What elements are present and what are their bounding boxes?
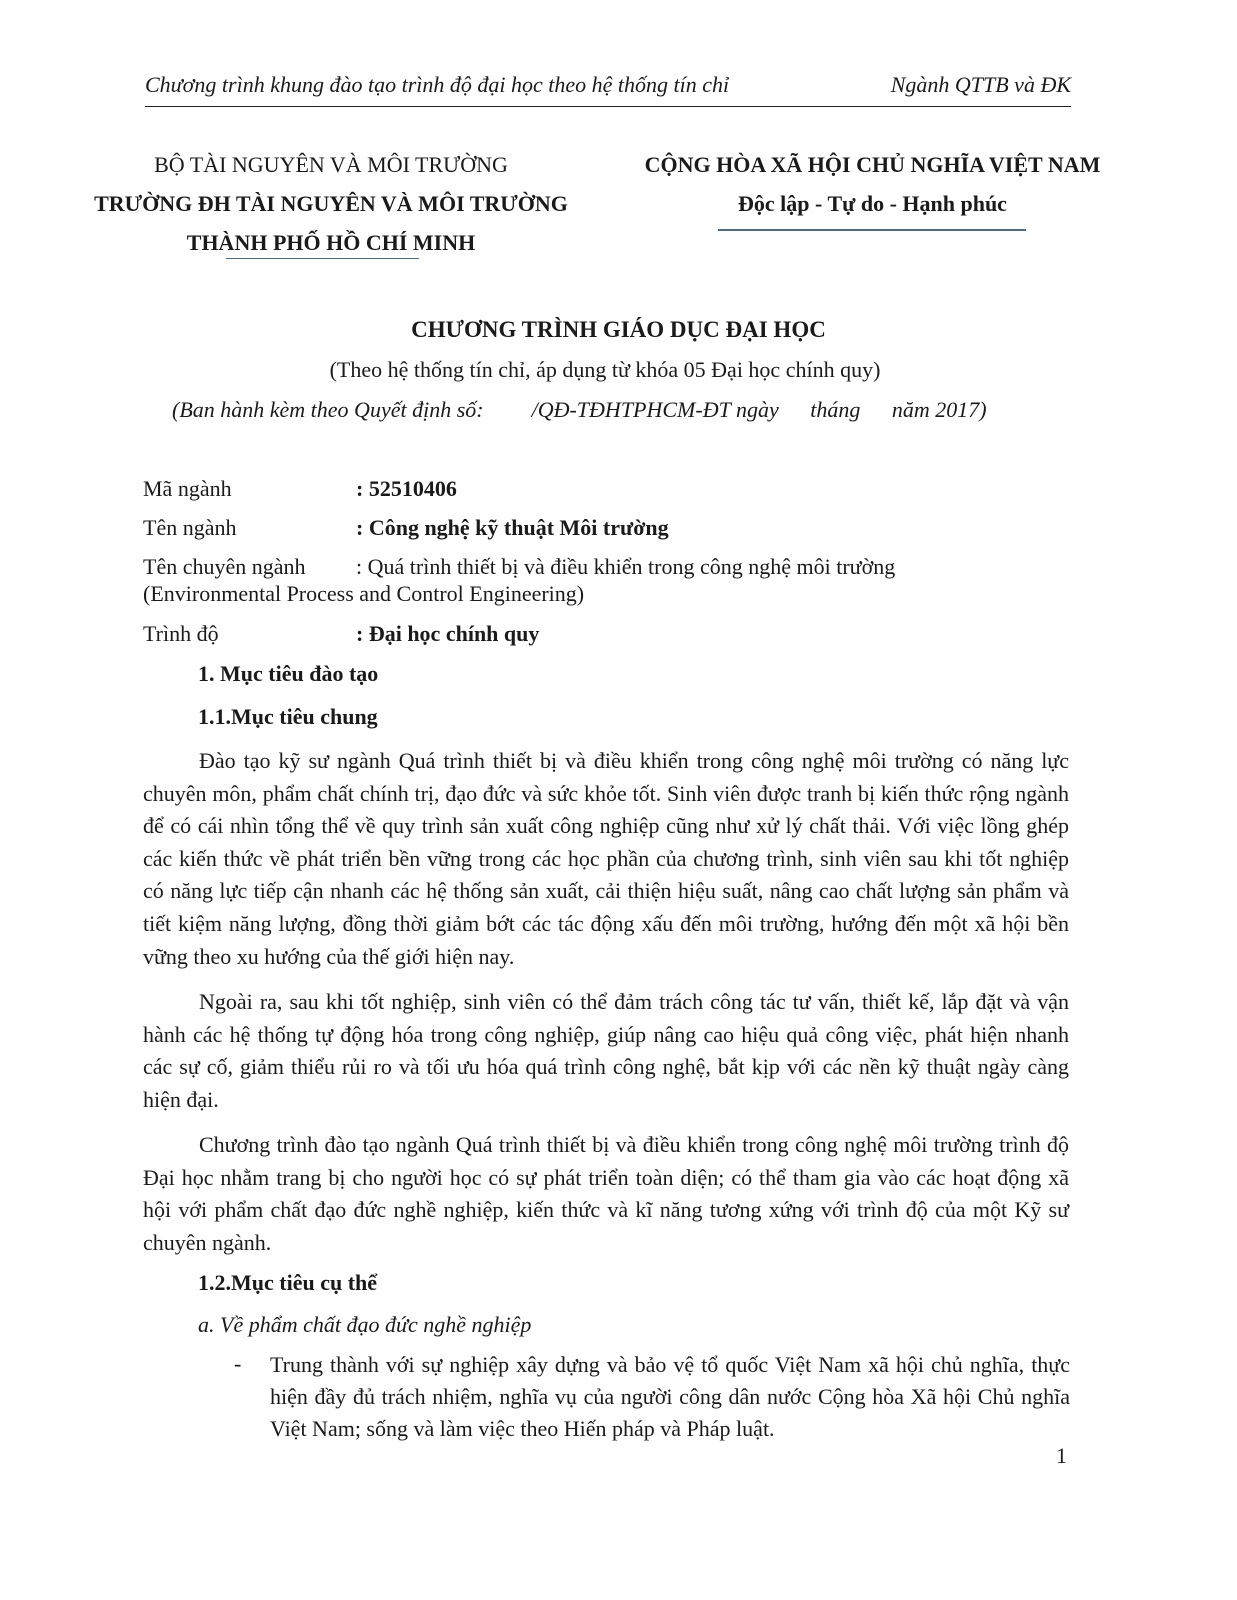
country-name: CỘNG HÒA XÃ HỘI CHỦ NGHĨA VIỆT NAM xyxy=(644,152,1101,177)
document-subtitle: (Theo hệ thống tín chỉ, áp dụng từ khóa 05 Đại học chính quy) xyxy=(329,357,881,382)
bullet-marker: - xyxy=(234,1351,242,1376)
specialization-english: (Environmental Process and Control Engineering) xyxy=(143,581,585,606)
subsection-heading-specific: 1.2.Mục tiêu cụ thể xyxy=(198,1270,378,1295)
motto-underline xyxy=(718,229,1026,231)
decision-number: /QĐ-TĐHTPHCM-ĐT xyxy=(531,397,731,422)
running-header-right: Ngành QTTB và ĐK xyxy=(890,72,1071,97)
subsection-heading-ethics: a. Về phẩm chất đạo đức nghề nghiệp xyxy=(198,1312,532,1337)
decision-year: năm 2017) xyxy=(891,397,987,422)
specialization-value: : Quá trình thiết bị và điều khiển trong công nghệ môi trường xyxy=(356,554,896,579)
national-motto: Độc lập - Tự do - Hạnh phúc xyxy=(738,191,1007,216)
document-title: CHƯƠNG TRÌNH GIÁO DỤC ĐẠI HỌC xyxy=(411,317,826,342)
major-label: Tên ngành xyxy=(143,515,237,540)
page-number: 1 xyxy=(1056,1443,1067,1468)
decision-reference xyxy=(172,397,987,423)
decision-month: tháng xyxy=(810,397,861,422)
university-name: TRƯỜNG ĐH TÀI NGUYÊN VÀ MÔI TRƯỜNG xyxy=(94,191,568,216)
paragraph-program-aim: Chương trình đào tạo ngành Quá trình thiết bị và điều khiển trong công nghệ môi trường trình độ Đại học nhằm trang bị cho người học có sự phát triển toàn diện; có thể tham gia vào các hoạt động xã hội với phẩm chất đạo đức nghề nghiệp, kiến thức và kĩ năng tương xứng với trình độ của một Kỹ sư chuyên ngành. xyxy=(143,1132,1069,1255)
ministry-name: BỘ TÀI NGUYÊN VÀ MÔI TRƯỜNG xyxy=(154,152,508,177)
major-value: : Công nghệ kỹ thuật Môi trường xyxy=(356,515,669,540)
specialization-label: Tên chuyên ngành xyxy=(143,554,306,579)
issuer-underline xyxy=(226,258,419,259)
code-value: : 52510406 xyxy=(356,476,457,501)
running-header-left: Chương trình khung đào tạo trình độ đại học theo hệ thống tín chỉ xyxy=(145,72,730,97)
decision-prefix: (Ban hành kèm theo Quyết định số: xyxy=(172,397,484,422)
code-label: Mã ngành xyxy=(143,476,232,501)
level-value: : Đại học chính quy xyxy=(356,621,540,646)
bullet-item: Trung thành với sự nghiệp xây dựng và bảo vệ tổ quốc Việt Nam xã hội chủ nghĩa, thực hiện đầy đủ trách nhiệm, nghĩa vụ của người công dân nước Cộng hòa Xã hội Chủ nghĩa Việt Nam; sống và làm việc theo Hiến pháp và Pháp luật. xyxy=(270,1352,1070,1441)
section-heading: 1. Mục tiêu đào tạo xyxy=(198,661,379,686)
subsection-heading-general: 1.1.Mục tiêu chung xyxy=(198,704,378,729)
header-divider xyxy=(145,106,1071,107)
university-city: THÀNH PHỐ HỒ CHÍ MINH xyxy=(186,230,476,255)
national-motto-block xyxy=(615,145,1130,223)
decision-day: ngày xyxy=(735,397,779,422)
paragraph-general-goal: Đào tạo kỹ sư ngành Quá trình thiết bị và điều khiển trong công nghệ môi trường có năng lực chuyên môn, phẩm chất chính trị, đạo đức và sức khỏe tốt. Sinh viên được tranh bị kiến thức rộng ngành để có cái nhìn tổng thể về quy trình sản xuất công nghiệp cũng như xử lý chất thải. Với việc lồng ghép các kiến thức về phát triển bền vững trong các học phần của chương trình, sinh viên sau khi tốt nghiệp có năng lực tiếp cận nhanh các hệ thống sản xuất, cải thiện hiệu suất, nâng cao chất lượng sản phẩm và tiết kiệm năng lượng, đồng thời giảm bớt các tác động xấu đến môi trường, hướng đến một xã hội bền vững theo xu hướng của thế giới hiện nay. xyxy=(143,748,1069,969)
issuer-block xyxy=(66,145,596,262)
level-label: Trình độ xyxy=(143,621,219,646)
paragraph-after-graduation: Ngoài ra, sau khi tốt nghiệp, sinh viên có thể đảm trách công tác tư vấn, thiết kế, lắp đặt và vận hành các hệ thống tự động hóa trong công nghiệp, giúp nâng cao hiệu quả công việc, phát hiện nhanh các sự cố, giảm thiểu rủi ro và tối ưu hóa quá trình công nghệ, bắt kịp với các nền kỹ thuật ngày càng hiện đại. xyxy=(143,989,1069,1112)
